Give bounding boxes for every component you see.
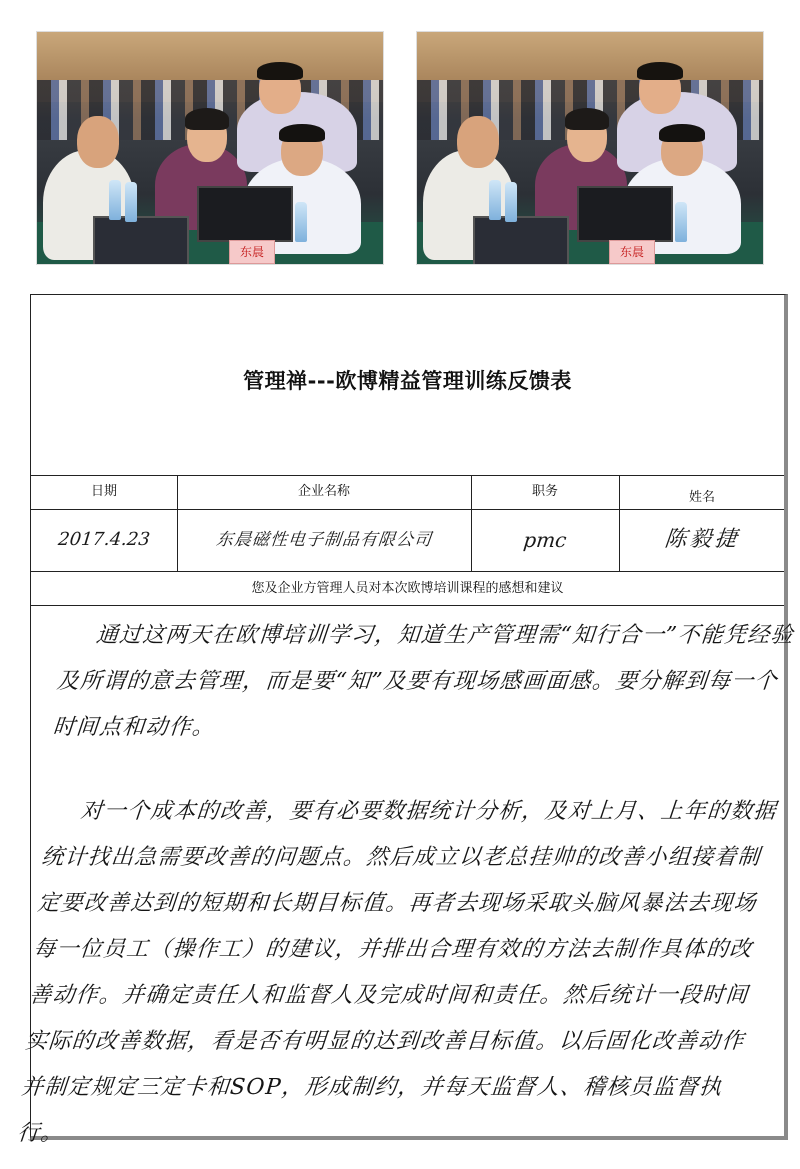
feedback-form bbox=[16, 294, 795, 1146]
divider bbox=[31, 605, 784, 606]
form-title: 管理禅---欧博精益管理训练反馈表 bbox=[243, 369, 572, 393]
feedback-paragraph: 对一个成本的改善，要有必要数据统计分析，及对上月、上年的数据统计找出急需要改善的问题点。然后成立以老总挂帅的改善小组接着制定要改善达到的短期和长期目标值。再者去现场采取头脑风暴法去现场每一位员工（操作工）的建议，并排出合理有效的方法去制作具体的改善动作。并确定责任人和监督人及完成时间和责任。然后统计一段时间实际的改善数据，看是否有明显的达到改善目标值。以后固化改善动作并制定规定三定卡和SOP，形成制约，并每天监督人、稽核员监督执行。 bbox=[16, 799, 778, 1146]
training-photo-right bbox=[417, 32, 763, 264]
feedback-paragraph: 通过这两天在欧博培训学习，知道生产管理需“知行合一”不能凭经验及所谓的意去管理，而是要“知”及要有现场感画面感。要分解到每一个时间点和动作。 bbox=[51, 623, 795, 740]
nameplate: 东晨 bbox=[229, 240, 275, 264]
name-header: 姓名 bbox=[688, 490, 715, 505]
training-photo-left bbox=[37, 32, 383, 264]
nameplate: 东晨 bbox=[609, 240, 655, 264]
feedback-prompt: 您及企业方管理人员对本次欧博培训课程的感想和建议 bbox=[251, 581, 564, 596]
feedback-text bbox=[7, 613, 800, 1157]
date-header: 日期 bbox=[90, 484, 117, 499]
position-value: pmc bbox=[522, 528, 568, 552]
name-value: 陈毅捷 bbox=[663, 527, 741, 552]
date-value: 2017.4.23 bbox=[57, 529, 151, 550]
position-header: 职务 bbox=[531, 484, 558, 499]
company-value: 东晨磁性电子制品有限公司 bbox=[214, 530, 434, 550]
company-header: 企业名称 bbox=[297, 484, 350, 499]
